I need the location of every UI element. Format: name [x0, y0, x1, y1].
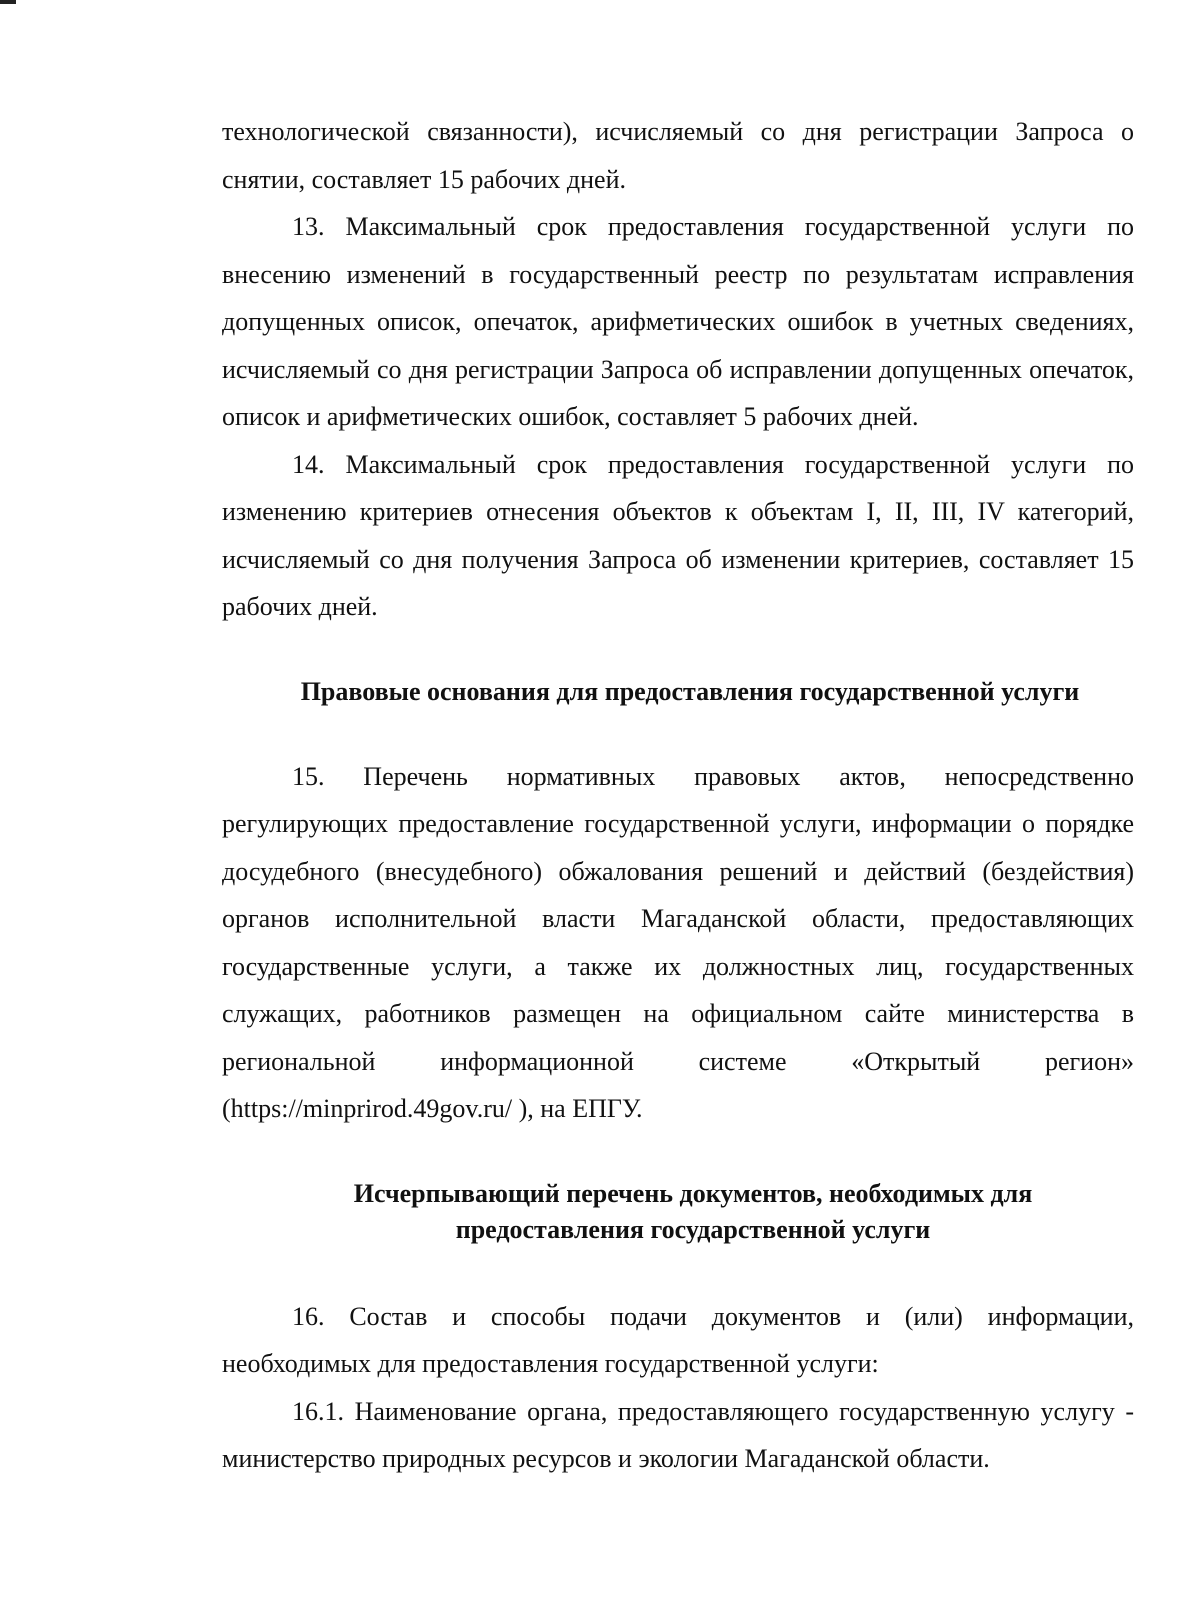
- paragraph-15: 15. Перечень нормативных правовых актов, непосредственно регулирующих предоставление государственной услуги, информации о порядке досудебного (внесудебного) обжалования решений и действий (бездействия) органов исполнительной власти Магаданской области, предоставляющих государственные услуги, а также их должностных лиц, государственных служащих, работников размещен на официальном сайте министерства в региональной информационной системе «Открытый регион» (https://minprirod.49gov.ru/ ), на ЕПГУ.: [222, 761, 1134, 1123]
- paragraph-12-continuation: технологической связанности), исчисляемый со дня регистрации Запроса о снятии, составляет 15 рабочих дней.: [222, 117, 1134, 194]
- section-heading-documents-line-1: Исчерпывающий перечень документов, необходимых для: [353, 1178, 1033, 1208]
- scan-corner-mark: [0, 0, 16, 4]
- paragraph-16-1: 16.1. Наименование органа, предоставляющего государственную услугу - министерство природных ресурсов и экологии Магаданской области.: [222, 1396, 1134, 1473]
- document-page: [222, 108, 1134, 1483]
- paragraph-13: 13. Максимальный срок предоставления государственной услуги по внесению изменений в государственный реестр по результатам исправления допущенных описок, опечаток, арифметических ошибок в учетных сведениях, исчисляемый со дня регистрации Запроса об исправлении допущенных опечаток, описок и арифметических ошибок, составляет 5 рабочих дней.: [222, 212, 1134, 431]
- paragraph-14: 14. Максимальный срок предоставления государственной услуги по изменению критериев отнесения объектов к объектам I, II, III, IV категорий, исчисляемый со дня получения Запроса об изменении критериев, составляет 15 рабочих дней.: [222, 449, 1134, 621]
- paragraph-16: 16. Состав и способы подачи документов и (или) информации, необходимых для предоставления государственной услуги:: [222, 1301, 1134, 1378]
- section-heading-legal-basis: Правовые основания для предоставления государственной услуги: [300, 676, 1080, 706]
- section-heading-documents-line-2: предоставления государственной услуги: [455, 1214, 931, 1244]
- section-heading-documents: [222, 1176, 1134, 1248]
